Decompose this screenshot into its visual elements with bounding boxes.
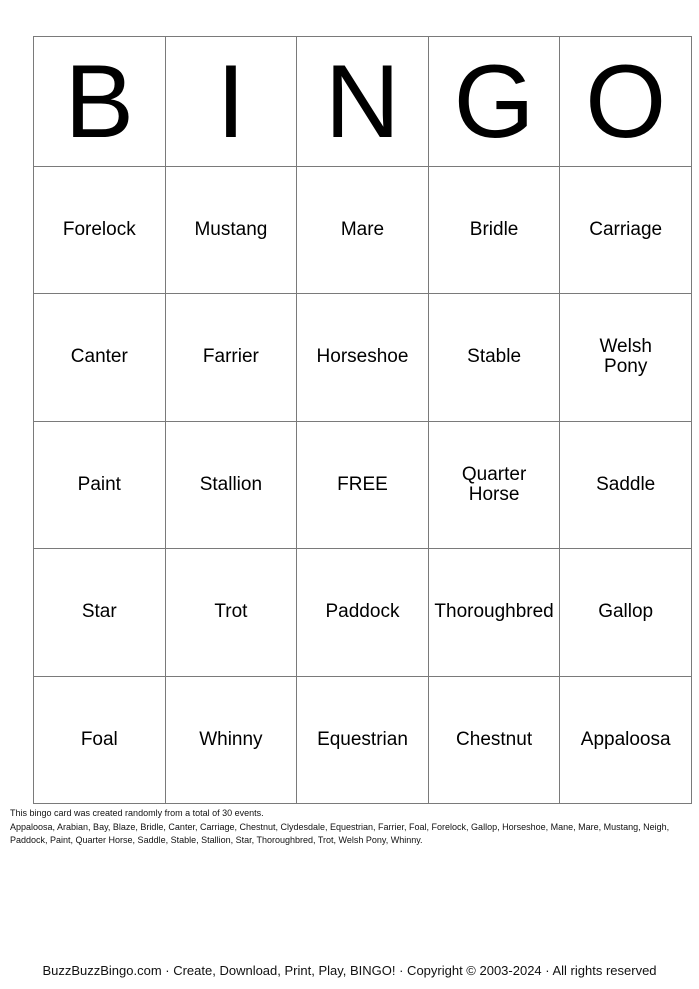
bingo-cell: Welsh Pony (560, 294, 692, 422)
bingo-row (34, 676, 692, 804)
header-letter-g: G (428, 37, 560, 167)
header-letter-o: O (560, 37, 692, 167)
free-space-cell: FREE (297, 421, 429, 549)
card-info (10, 807, 690, 848)
bingo-cell: Saddle (560, 421, 692, 549)
bingo-cell: Carriage (560, 166, 692, 294)
footer-copyright: BuzzBuzzBingo.com · Create, Download, Print, Play, BINGO! · Copyright © 2003-2024 · All rights reserved (42, 963, 657, 978)
bingo-cell: Appaloosa (560, 676, 692, 804)
bingo-cell: Mustang (165, 166, 297, 294)
bingo-header-row (34, 37, 692, 167)
bingo-cell: Thoroughbred (428, 549, 560, 677)
header-letter-b: B (34, 37, 166, 167)
bingo-cell: Quarter Horse (428, 421, 560, 549)
bingo-cell: Mare (297, 166, 429, 294)
bingo-card (33, 36, 692, 804)
bingo-cell: Canter (34, 294, 166, 422)
bingo-cell: Gallop (560, 549, 692, 677)
bingo-cell: Whinny (165, 676, 297, 804)
bingo-cell: Equestrian (297, 676, 429, 804)
header-letter-i: I (165, 37, 297, 167)
bingo-cell: Star (34, 549, 166, 677)
bingo-cell: Farrier (165, 294, 297, 422)
bingo-cell: Stable (428, 294, 560, 422)
bingo-row (34, 166, 692, 294)
bingo-cell: Forelock (34, 166, 166, 294)
bingo-cell: Chestnut (428, 676, 560, 804)
bingo-row (34, 294, 692, 422)
bingo-row (34, 549, 692, 677)
header-letter-n: N (297, 37, 429, 167)
bingo-cell: Foal (34, 676, 166, 804)
card-info-event-list: Appaloosa, Arabian, Bay, Blaze, Bridle, Canter, Carriage, Chestnut, Clydesdale, Equestrian, Farrier, Foal, Forelock, Gallop, Horseshoe, Mane, Mare, Mustang, Neigh, Paddock, Paint, Quarter Horse, Saddle, Stable, Stallion, Star, Thoroughbred, Trot, Welsh Pony, Whinny. (10, 821, 670, 845)
bingo-row (34, 421, 692, 549)
bingo-cell: Paddock (297, 549, 429, 677)
card-info-summary: This bingo card was created randomly from a total of 30 events. (10, 808, 264, 818)
bingo-cell: Trot (165, 549, 297, 677)
bingo-cell: Paint (34, 421, 166, 549)
bingo-cell: Stallion (165, 421, 297, 549)
bingo-cell: Horseshoe (297, 294, 429, 422)
bingo-cell: Bridle (428, 166, 560, 294)
